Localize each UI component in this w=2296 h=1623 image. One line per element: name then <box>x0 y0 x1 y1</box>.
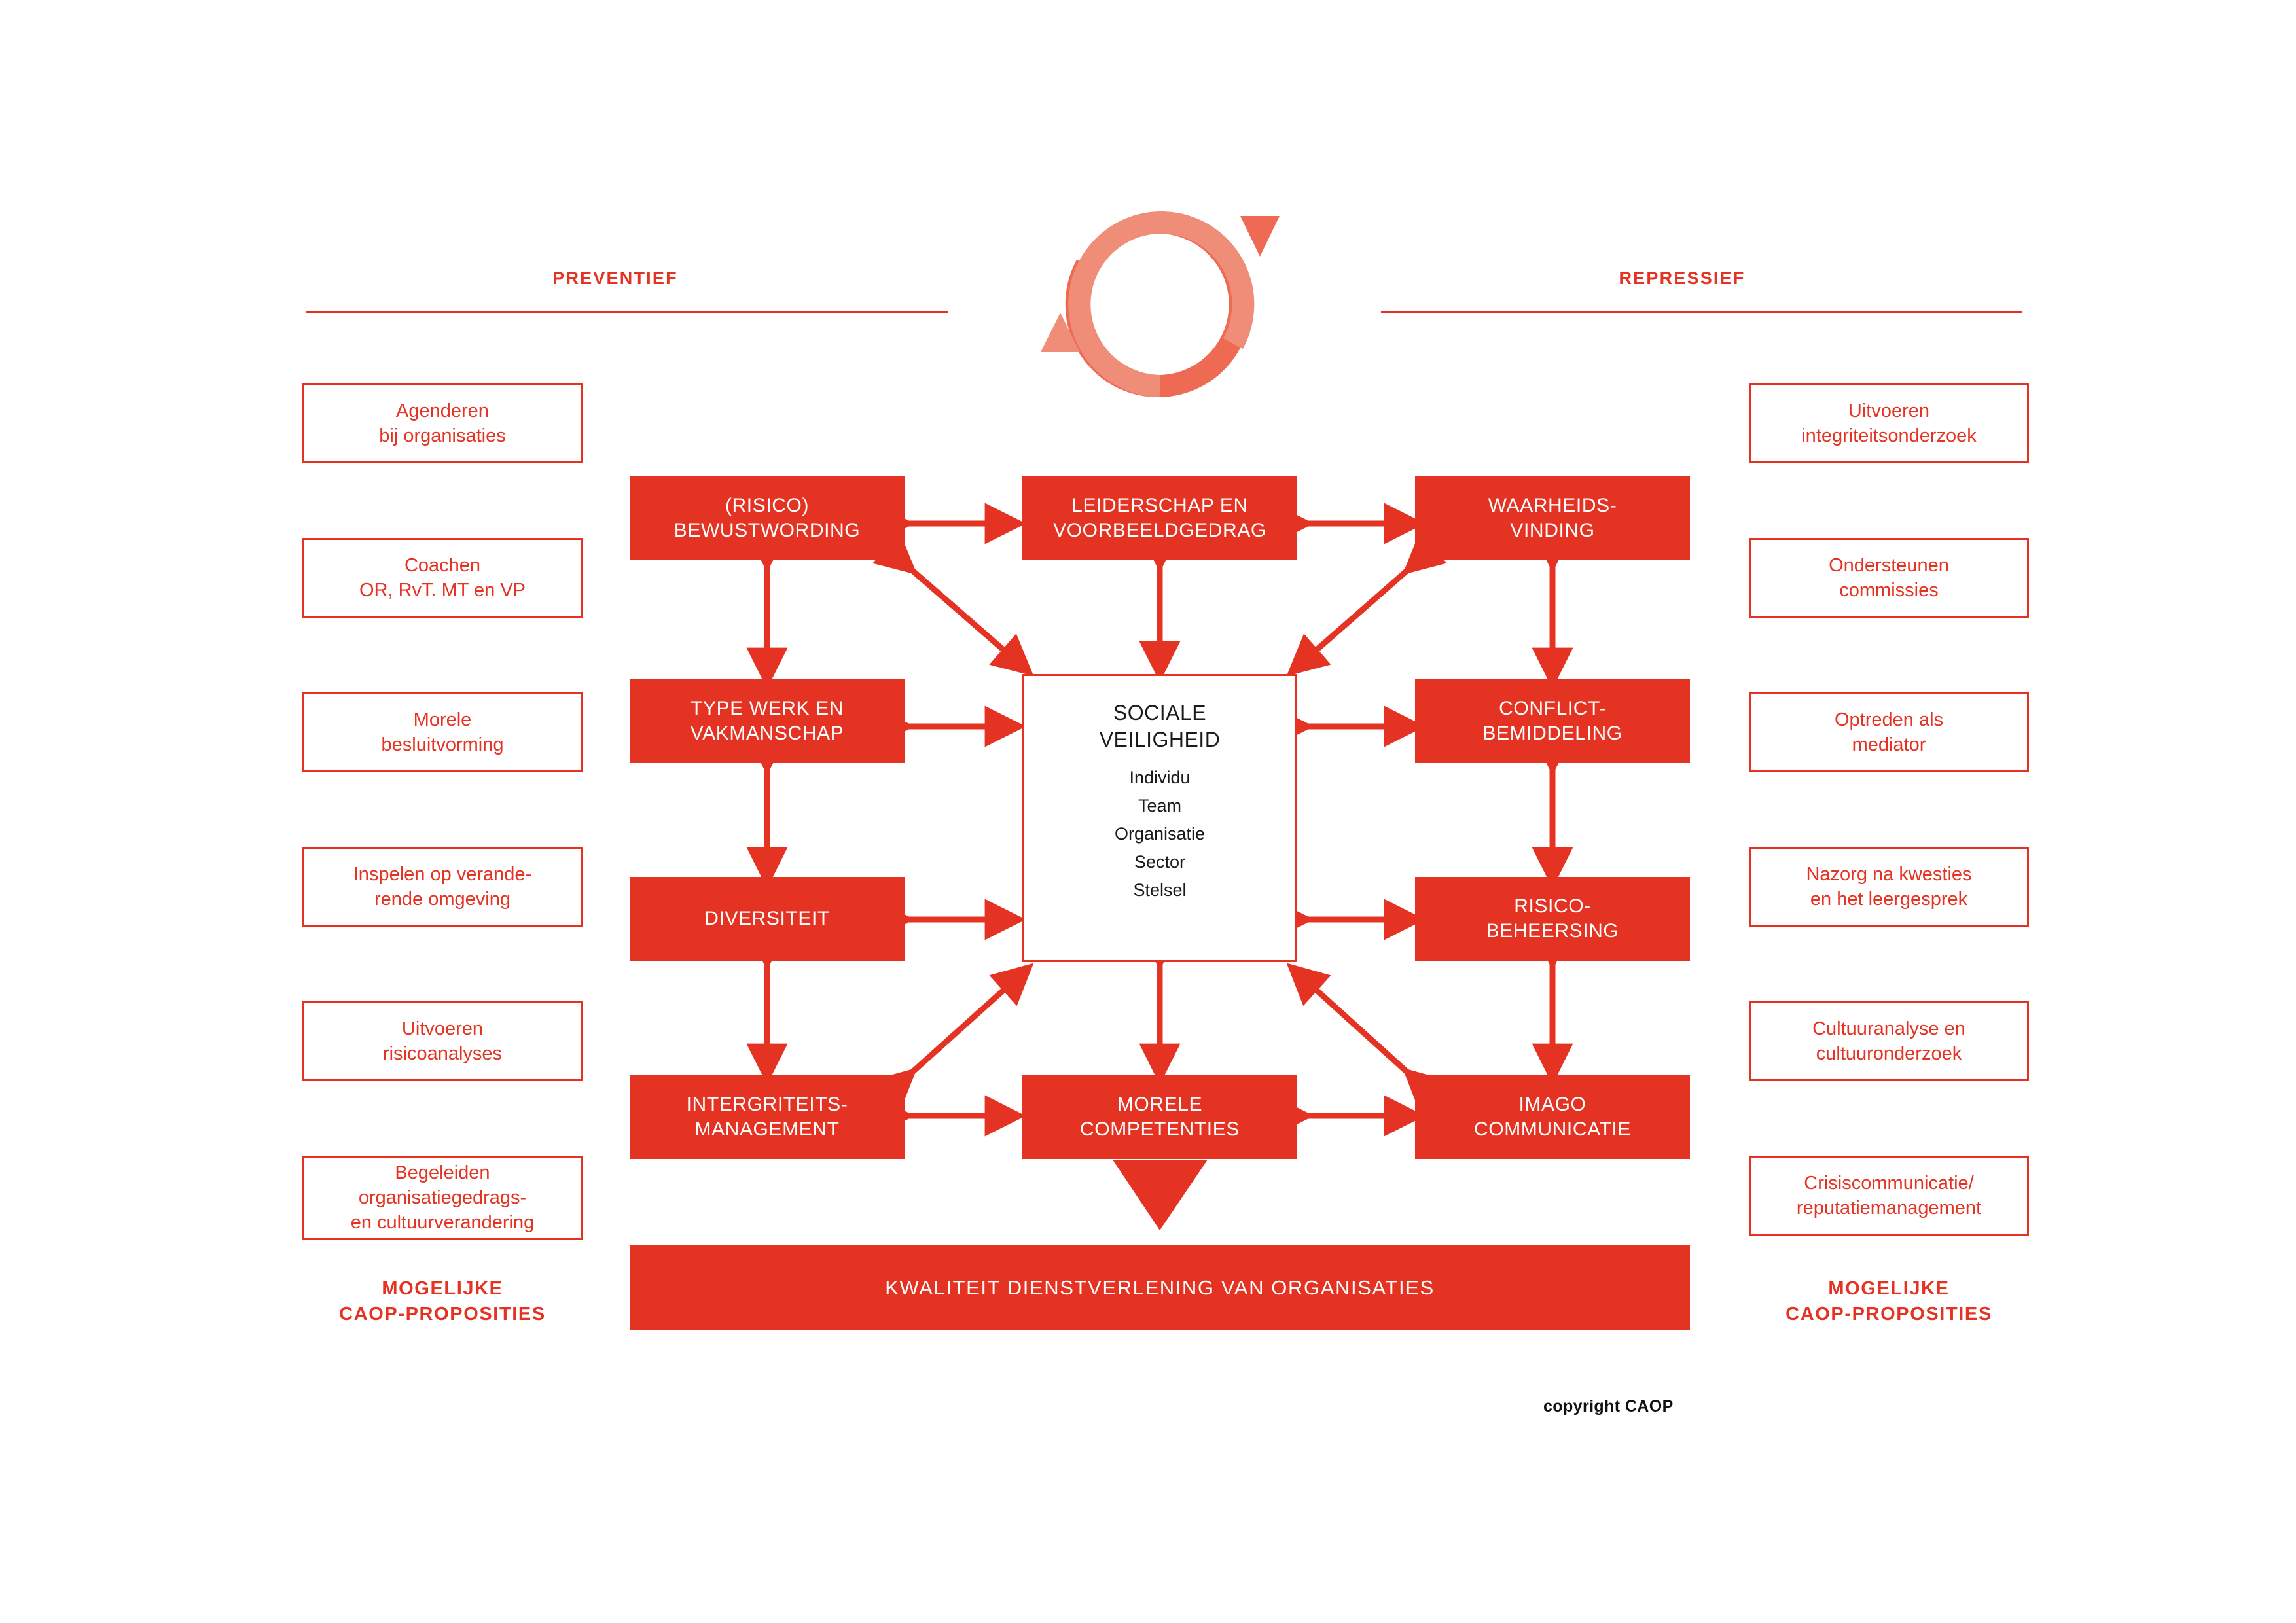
bottom-bar-kwaliteit[interactable]: KWALITEIT DIENSTVERLENING VAN ORGANISATIES <box>630 1245 1690 1330</box>
right-proposition-5-line2: cultuuronderzoek <box>1816 1043 1962 1064</box>
center-title-line1: SOCIALE <box>1113 701 1207 724</box>
right-proposition-6[interactable] <box>1749 1156 2029 1236</box>
right-proposition-3-line2: mediator <box>1852 734 1926 755</box>
circular-arrow-icon <box>1041 216 1280 386</box>
right-proposition-6-line1: Crisiscommunicatie/ <box>1804 1172 1974 1194</box>
node-morelecompetenties-line1: MORELE <box>1117 1093 1203 1115</box>
center-sociale-veiligheid[interactable] <box>1022 674 1297 962</box>
right-proposition-4-line1: Nazorg na kwesties <box>1806 863 1972 885</box>
node-waarheidsvinding[interactable] <box>1415 476 1690 560</box>
node-morelecompetenties-line2: COMPETENTIES <box>1080 1118 1240 1140</box>
node-typewerk-line2: VAKMANSCHAP <box>690 722 844 744</box>
copyright-label: copyright CAOP <box>1543 1397 1674 1416</box>
left-proposition-2-line2: OR, RvT. MT en VP <box>359 580 526 601</box>
preventief-rule <box>306 311 948 313</box>
left-proposition-2[interactable] <box>302 538 583 618</box>
left-proposition-3-line2: besluitvorming <box>381 734 504 755</box>
node-imagocommunicatie[interactable] <box>1415 1075 1690 1159</box>
node-diversiteit[interactable] <box>630 877 905 961</box>
left-proposition-4-line2: rende omgeving <box>374 889 511 910</box>
right-proposition-1-line1: Uitvoeren <box>1848 400 1930 421</box>
node-risicobeheersing-line1: RISICO- <box>1514 895 1591 917</box>
left-proposition-1[interactable] <box>302 383 583 463</box>
right-propositions-title <box>1749 1276 2029 1327</box>
left-proposition-1-line2: bij organisaties <box>379 425 506 446</box>
left-propositions-title <box>302 1276 583 1327</box>
left-propositions-title-line1: MOGELIJKE <box>382 1278 503 1299</box>
node-conflictbemiddeling-line2: BEMIDDELING <box>1482 722 1623 744</box>
repressief-rule <box>1381 311 2022 313</box>
node-imagocommunicatie-line2: COMMUNICATIE <box>1474 1118 1631 1140</box>
node-integriteitsmanagement-line2: MANAGEMENT <box>694 1118 840 1140</box>
center-list-item-individu: Individu <box>1129 767 1191 787</box>
right-proposition-1-line2: integriteitsonderzoek <box>1801 425 1977 446</box>
left-proposition-5[interactable] <box>302 1001 583 1081</box>
left-proposition-3-line1: Morele <box>413 709 472 730</box>
center-title-line2: VEILIGHEID <box>1099 727 1221 751</box>
node-conflictbemiddeling[interactable] <box>1415 679 1690 763</box>
left-proposition-5-line1: Uitvoeren <box>401 1018 484 1039</box>
left-propositions-title-line2: CAOP-PROPOSITIES <box>339 1304 546 1325</box>
node-waarheidsvinding-line1: WAARHEIDS- <box>1488 494 1617 516</box>
center-list-item-team: Team <box>1138 795 1181 815</box>
right-proposition-5[interactable] <box>1749 1001 2029 1081</box>
right-propositions-title-line1: MOGELIJKE <box>1828 1278 1950 1299</box>
right-proposition-5-line1: Cultuuranalyse en <box>1812 1018 1965 1039</box>
center-list-item-sector: Sector <box>1134 851 1186 872</box>
preventief-label: PREVENTIEF <box>552 268 678 288</box>
right-proposition-6-line2: reputatiemanagement <box>1796 1198 1982 1219</box>
node-integriteitsmanagement-line1: INTERGRITEITS- <box>686 1093 848 1115</box>
right-proposition-1[interactable] <box>1749 383 2029 463</box>
left-proposition-4[interactable] <box>302 847 583 927</box>
right-proposition-2[interactable] <box>1749 538 2029 618</box>
center-list-item-organisatie: Organisatie <box>1114 823 1206 844</box>
right-proposition-2-line1: Ondersteunen <box>1829 554 1949 576</box>
node-typewerk[interactable] <box>630 679 905 763</box>
right-propositions-title-line2: CAOP-PROPOSITIES <box>1785 1304 1992 1325</box>
down-arrow-icon <box>1113 1160 1208 1230</box>
left-proposition-2-line1: Coachen <box>404 554 481 576</box>
node-risicobeheersing[interactable] <box>1415 877 1690 961</box>
left-proposition-5-line2: risicoanalyses <box>382 1043 503 1064</box>
left-proposition-6[interactable] <box>302 1156 583 1240</box>
node-leiderschap[interactable] <box>1022 476 1297 560</box>
repressief-label: REPRESSIEF <box>1619 268 1746 288</box>
center-title <box>1100 700 1221 753</box>
node-leiderschap-line2: VOORBEELDGEDRAG <box>1053 520 1266 541</box>
node-risicobeheersing-line2: BEHEERSING <box>1486 920 1619 942</box>
right-proposition-4-line2: en het leergesprek <box>1810 889 1968 910</box>
node-morelecompetenties[interactable] <box>1022 1075 1297 1159</box>
node-risicobewustwording-line2: BEWUSTWORDING <box>673 520 861 541</box>
left-proposition-1-line1: Agenderen <box>396 400 489 421</box>
right-proposition-4[interactable] <box>1749 847 2029 927</box>
node-typewerk-line1: TYPE WERK EN <box>691 697 844 719</box>
right-proposition-2-line2: commissies <box>1839 580 1939 601</box>
left-proposition-6-line2: organisatiegedrags- <box>358 1186 527 1208</box>
left-proposition-3[interactable] <box>302 692 583 772</box>
center-list-item-stelsel: Stelsel <box>1133 880 1187 900</box>
left-proposition-4-line1: Inspelen op verande- <box>353 863 532 885</box>
left-proposition-6-line1: Begeleiden <box>395 1162 490 1183</box>
node-diversiteit-line1: DIVERSITEIT <box>704 907 830 929</box>
right-proposition-3-line1: Optreden als <box>1834 709 1944 730</box>
left-proposition-6-line3: en cultuurverandering <box>350 1212 535 1234</box>
node-imagocommunicatie-line1: IMAGO <box>1518 1093 1587 1115</box>
node-conflictbemiddeling-line1: CONFLICT- <box>1499 697 1606 719</box>
node-waarheidsvinding-line2: VINDING <box>1510 520 1595 541</box>
node-leiderschap-line1: LEIDERSCHAP EN <box>1071 494 1248 516</box>
node-integriteitsmanagement[interactable] <box>630 1075 905 1159</box>
node-risicobewustwording-line1: (RISICO) <box>725 494 810 516</box>
right-proposition-3[interactable] <box>1749 692 2029 772</box>
center-list <box>1115 768 1205 901</box>
node-risicobewustwording[interactable] <box>630 476 905 560</box>
